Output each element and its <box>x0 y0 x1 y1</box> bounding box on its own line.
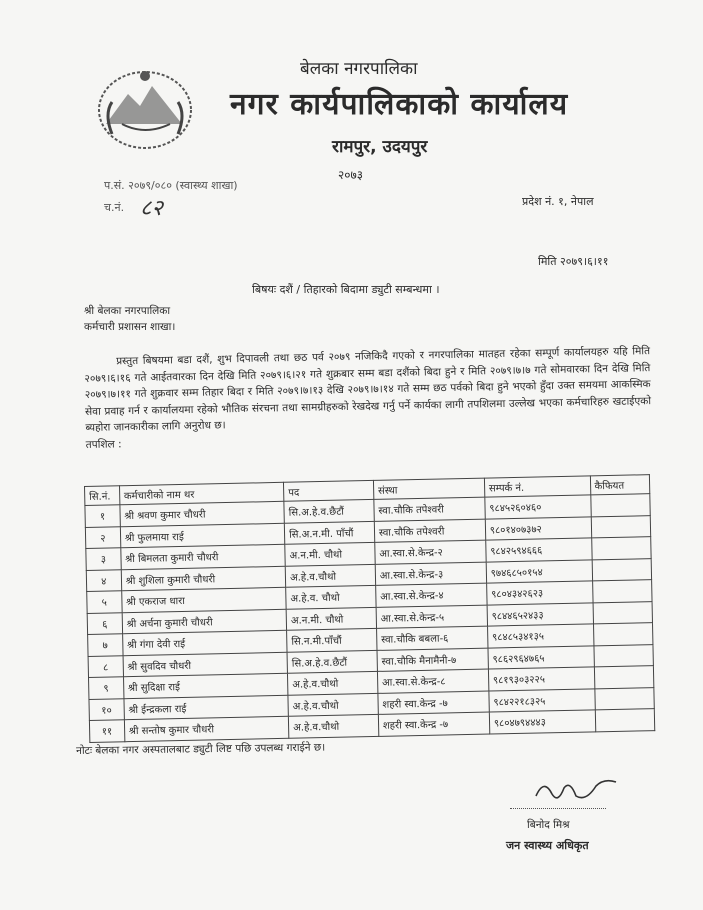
signatory-designation: जन स्वास्थ्य अधिकृत <box>506 839 589 852</box>
government-emblem-icon <box>92 62 198 154</box>
cell-post: अ.हे.व.चौथो <box>288 693 378 716</box>
cell-remarks <box>592 580 652 603</box>
body-paragraph: प्रस्तुत बिषयमा बडा दशैं, शुभ दिपावली तथा छठ पर्व २०७९ नजिकिदै गएको र नगरपालिका मातहत रहेका सम्पूर्ण कार्यालयहरु यहि मिति २०७९।६।१६ गते आईतवारका दिन देखि मिति २०७९।६।२१ गते शुक्रबार सम्म बडा दशैंको बिदा हुने र मिति २०७९।७।७ गते सोमवारका दिन देखि मिति २०७९।७।११ गते शुक्रवार सम्म तिहार बिदा र मिति २०७९।७।१३ देखि २०७९।७।१४ गते सम्म छठ पर्वको बिदा हुने भएको हुँदा उक्त समयमा आकस्मिक सेवा प्रवाह गर्न र कार्यालयमा रहेको भौतिक संरचना तथा सामग्रीहरुको रेखदेख गर्नु पर्ने कार्यका लागी तपशिलमा उल्लेख भएका कर्मचारिहरु खटाईएको ब्यहोरा जानकारीका लागि अनुरोध छ। <box>84 345 652 434</box>
cell-contact: ९८०४७९४४४३ <box>489 710 595 734</box>
table-body <box>85 494 655 742</box>
cell-sn: ६ <box>87 612 122 634</box>
province-label: प्रदेश नं. १, नेपाल <box>522 195 594 208</box>
cell-post: अ.हे.व.चौथो <box>285 564 375 587</box>
addressee-line-2: कर्मचारी प्रशासन शाखा। <box>84 321 176 333</box>
cell-remarks <box>590 494 650 517</box>
cell-institution: स्वा.चौकि तपेश्वरी <box>374 519 485 543</box>
cell-sn: ९ <box>89 677 124 699</box>
cell-institution: आ.स्वा.से.केन्द्र-२ <box>375 540 486 564</box>
cell-remarks <box>593 623 653 646</box>
cell-contact: ९८६२९६४७६५ <box>488 645 594 669</box>
col-header-name: कर्मचारीको नाम थर <box>119 482 284 504</box>
cell-institution: आ.स्वा.से.केन्द्र-३ <box>375 562 486 586</box>
cell-post: सि.न.मी.पाँचौं <box>287 628 377 651</box>
cell-name: श्री एकराज धारा <box>121 587 286 612</box>
cell-institution: आ.स्वा.से.केन्द्र-८ <box>377 669 488 693</box>
dispatch-label: च.नं. <box>104 201 125 214</box>
cell-post: सि.अ.हे.व.छैटौं <box>287 650 377 673</box>
cell-contact: ९८०१४०७३७२ <box>485 516 591 540</box>
established-year: २०७३ <box>338 168 363 182</box>
cell-sn: २ <box>85 526 120 548</box>
cell-post: अ.हे.व. चौथो <box>286 585 376 608</box>
tapasil-label: तपशिल : <box>85 437 122 451</box>
cell-name: श्री बिमलता कुमारी चौधरी <box>120 544 285 569</box>
cell-name: श्री शुशिला कुमारी चौधरी <box>121 566 286 591</box>
cell-sn: ४ <box>86 569 121 591</box>
cell-sn: १० <box>89 698 124 720</box>
cell-institution: शहरी स्वा.केन्द्र -७ <box>378 712 489 736</box>
col-header-remarks: कैफियत <box>590 475 650 495</box>
letter-subject: बिषयः दशैं / तिहारको बिदामा ड्युटी सम्बन्धमा । <box>252 283 440 296</box>
cell-institution: स्वा.चौकि बबला-६ <box>376 626 487 650</box>
footer-note: नोटः बेलका नगर अस्पतालबाट ड्युटी लिष्ट पछि उपलब्ध गराईने छ। <box>76 741 326 757</box>
office-title: नगर कार्यपालिकाको कार्यालय <box>230 87 569 122</box>
cell-post: अ.हे.व.चौथो <box>288 714 378 737</box>
col-header-post: पद <box>284 480 374 501</box>
letter-date: मिति २०७९।६।११ <box>538 255 609 268</box>
col-header-institution: संस्था <box>373 478 484 499</box>
duty-roster-table <box>84 474 655 742</box>
cell-sn: ३ <box>86 548 121 570</box>
cell-name: श्री सुदिक्षा राई <box>123 673 288 698</box>
cell-post: सि.अ.न.मी. पाँचौं <box>284 521 374 544</box>
cell-name: श्री फुलमाया राई <box>120 523 285 548</box>
cell-remarks <box>592 558 652 581</box>
cell-remarks <box>595 709 655 732</box>
cell-institution: आ.स्वा.से.केन्द्र-५ <box>376 605 487 629</box>
handwritten-signature <box>530 776 620 806</box>
cell-contact: ९८४२२१८३२५ <box>489 688 595 712</box>
cell-post: अ.न.मी. चौथो <box>285 542 375 565</box>
addressee-line-1: श्री बेलका नगरपालिका <box>84 305 171 317</box>
cell-name: श्री सुवदिव चौधरी <box>123 652 288 677</box>
municipality-name: बेलका नगरपालिका <box>300 59 418 79</box>
cell-remarks <box>593 601 653 624</box>
signatory-name: बिनोद मिश्र <box>527 819 570 831</box>
cell-contact: ९८४५२६०४६० <box>485 495 591 519</box>
cell-institution: स्वा.चौकि तपेश्वरी <box>374 497 485 521</box>
cell-institution: स्वा.चौकि मैनामैनी-७ <box>377 648 488 672</box>
cell-name: श्री ईन्द्रकला राई <box>124 695 289 720</box>
cell-contact: ९७४६८५०१५४ <box>486 559 592 583</box>
cell-remarks <box>594 666 654 689</box>
cell-name: श्री गंगा देवी राई <box>122 630 287 655</box>
col-header-sn: सि.नं. <box>85 486 120 506</box>
cell-post: अ.हे.व.चौथो <box>288 671 378 694</box>
col-header-contact: सम्पर्क नं. <box>484 476 590 497</box>
cell-remarks <box>591 515 651 538</box>
signature-line <box>510 808 606 809</box>
cell-remarks <box>593 644 653 667</box>
cell-sn: ५ <box>87 591 122 613</box>
cell-sn: ८ <box>88 655 123 677</box>
cell-institution: शहरी स्वा.केन्द्र -७ <box>378 691 489 715</box>
cell-sn: ११ <box>89 720 124 742</box>
cell-post: अ.न.मी. चौथो <box>286 607 376 630</box>
dispatch-number: ८२ <box>140 196 163 221</box>
cell-contact: ९८४८५३४१३५ <box>487 624 593 648</box>
cell-remarks <box>594 687 654 710</box>
cell-name: श्री सन्तोष कुमार चौधरी <box>124 716 289 741</box>
letter-reference: प.सं. २०७९/०८० (स्वास्थ्य शाखा) <box>104 179 238 192</box>
office-address: रामपुर, उदयपुर <box>332 137 428 157</box>
cell-contact: ९८१९३०३२२५ <box>488 667 594 691</box>
cell-name: श्री अर्चना कुमारी चौधरी <box>122 609 287 634</box>
letter-body <box>84 343 652 453</box>
cell-contact: ९८०४३४२६२३ <box>486 581 592 605</box>
cell-remarks <box>591 537 651 560</box>
cell-name: श्री श्रवण कुमार चौधरी <box>120 501 285 526</box>
cell-institution: आ.स्वा.से.केन्द्र-४ <box>375 583 486 607</box>
cell-contact: ९८४२५९४६६६ <box>486 538 592 562</box>
cell-sn: ७ <box>88 634 123 656</box>
cell-post: सि.अ.हे.व.छैटौं <box>284 499 374 522</box>
cell-sn: १ <box>85 505 120 527</box>
cell-contact: ९८४४६५२४३३ <box>487 602 593 626</box>
